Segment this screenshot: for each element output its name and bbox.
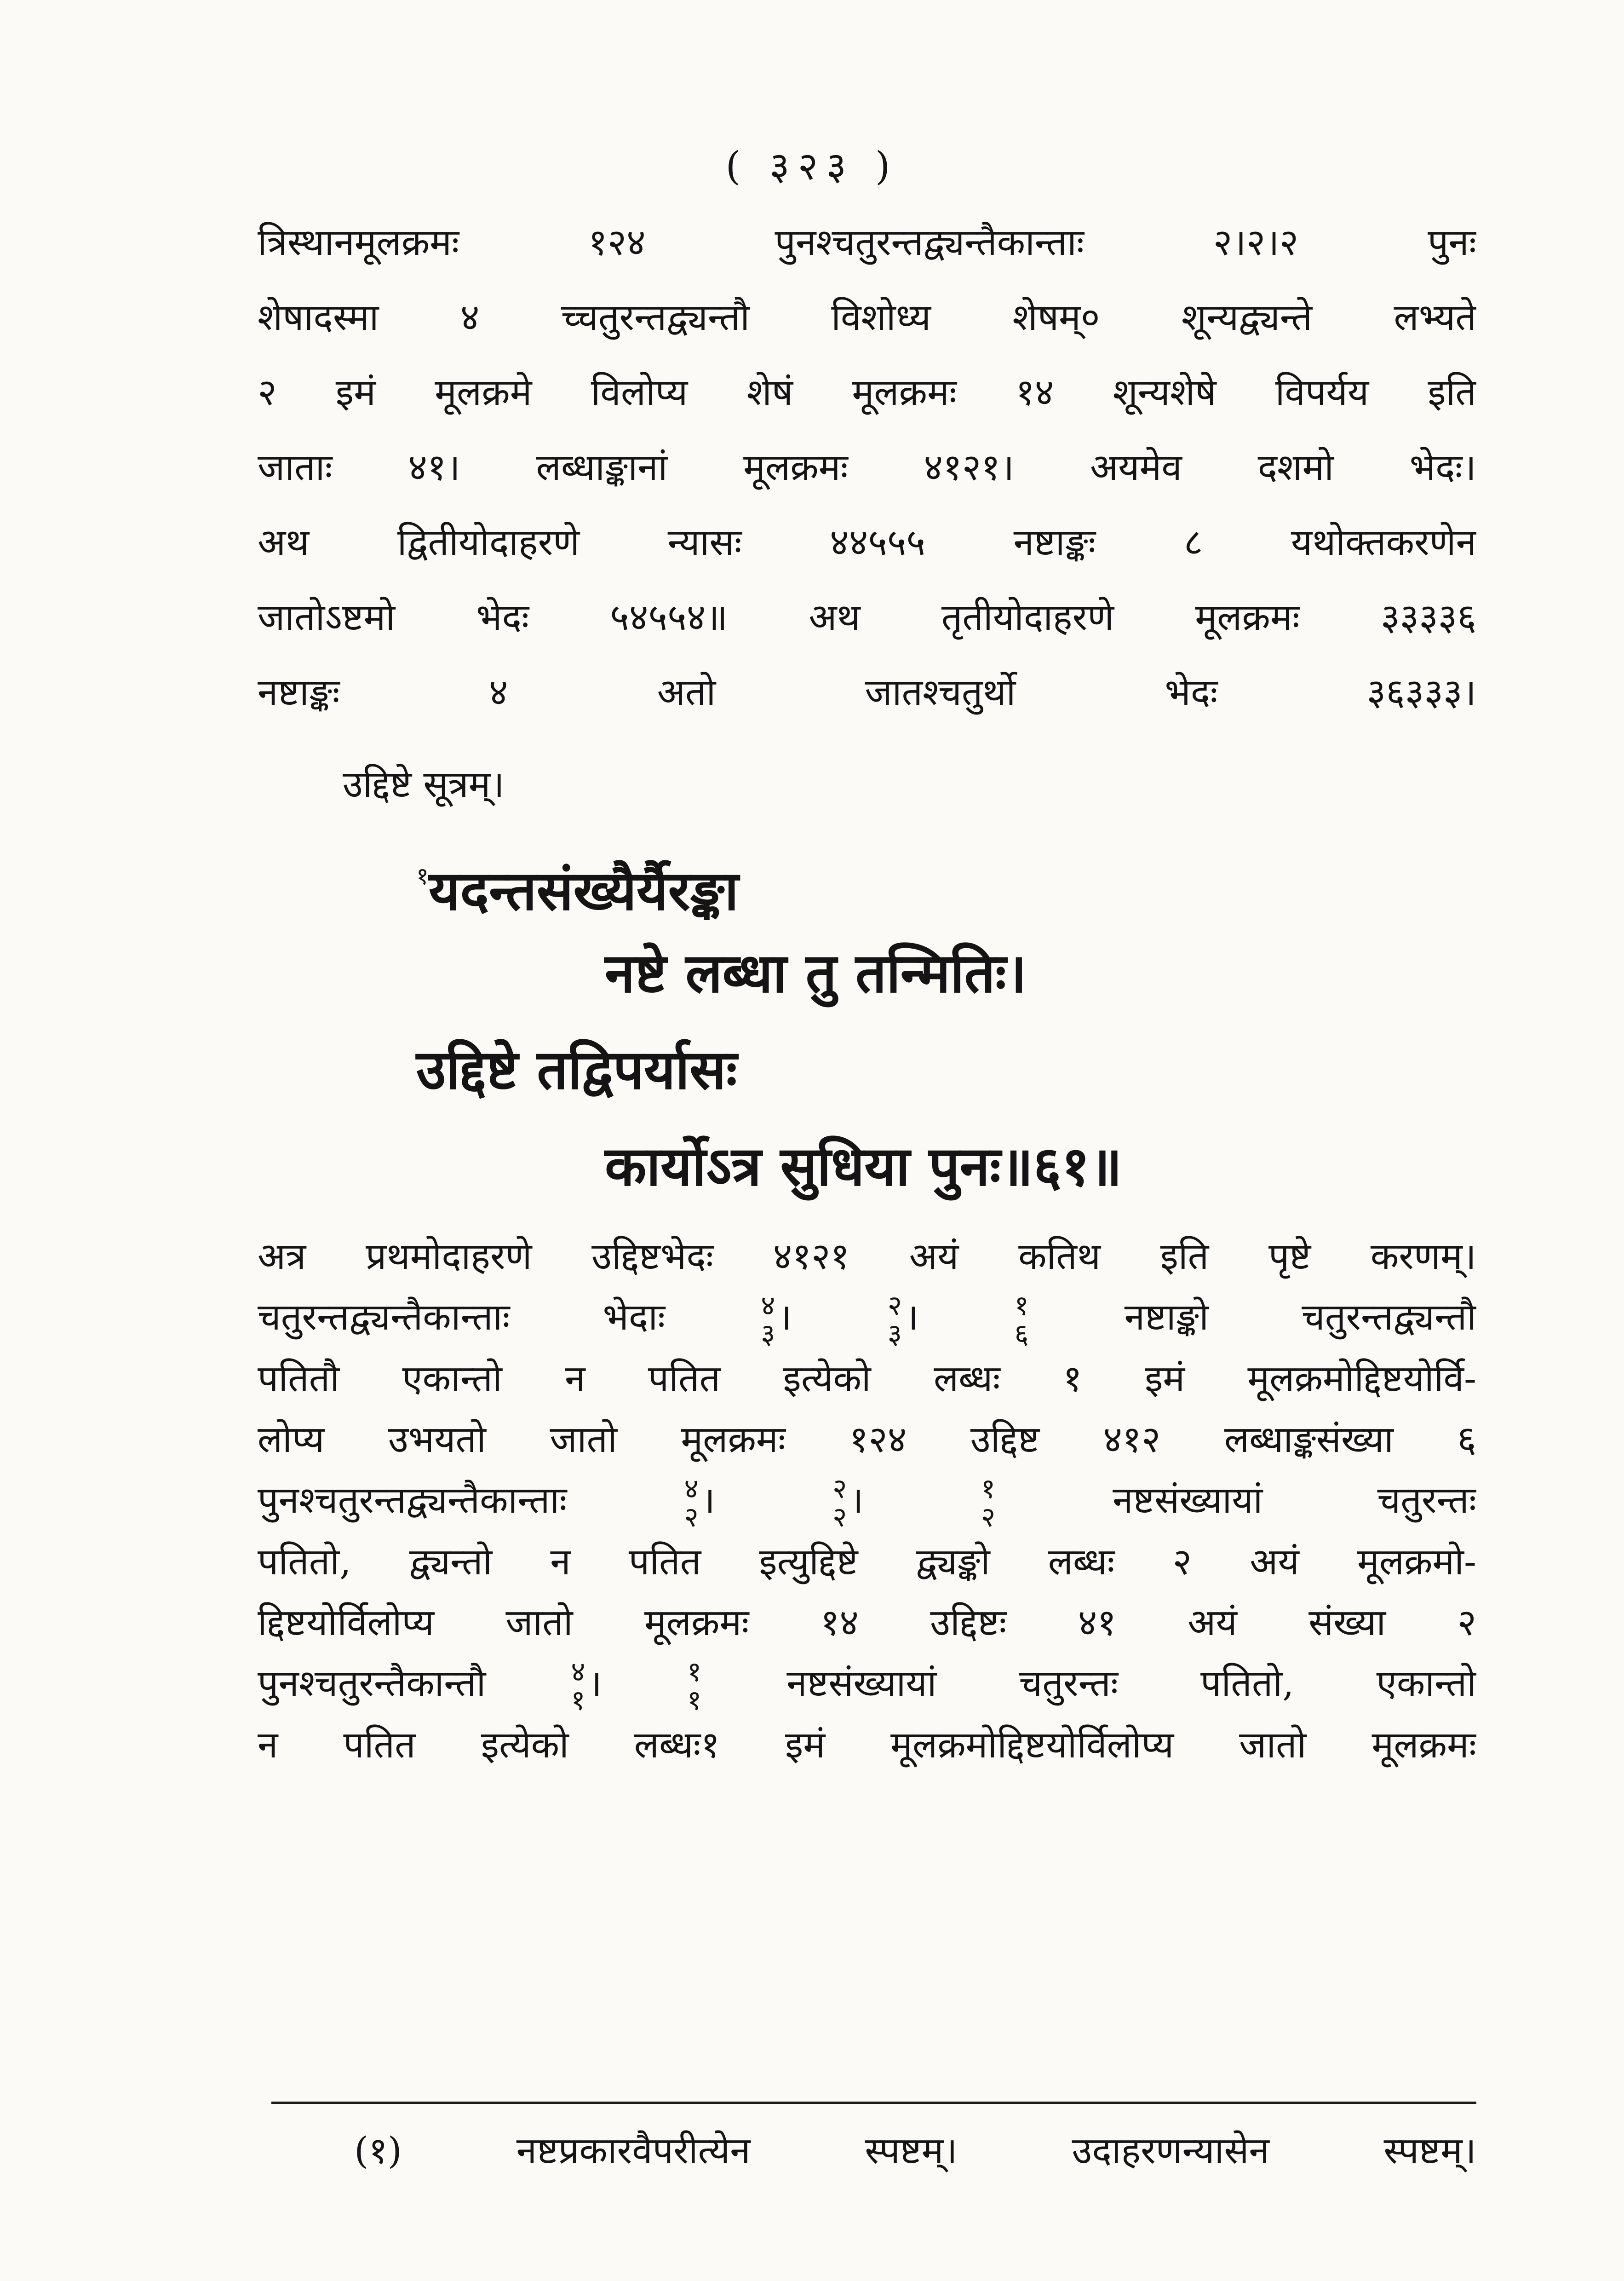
verse-line-1 xyxy=(416,837,739,930)
text-line-fractions: चतुरन्तद्व्यन्तैकान्ताः भेदाः ४ ३ । २ ३ । १ ६ नष्टाङ्को चतुरन्तद्व्यन्तौ xyxy=(258,1290,1476,1348)
text-line: न पतित इत्येको लब्धः१ इमं मूलक्रमोद्दिष्टयोर्विलोप्य जातो मूलक्रमः xyxy=(258,1723,1476,1766)
text-line-fractions: पुनश्चतुरन्तैकान्तौ ४ १ । १ १ नष्टसंख्यायां चतुरन्तः पतितो, एकान्तो xyxy=(258,1656,1476,1715)
text-line: शेषादस्मा ४ च्चतुरन्तद्व्यन्तौ विशोध्य शेषम्० शून्यद्व्यन्ते लभ्यते xyxy=(258,296,1476,339)
text-line: त्रिस्थानमूलक्रमः १२४ पुनश्चतुरन्तद्व्यन्तैकान्ताः २।२।२ पुनः xyxy=(258,221,1476,264)
text-line: जातोऽष्टमो भेदः ५४५५४॥ अथ तृतीयोदाहरणे मूलक्रमः ३३३३६ xyxy=(258,596,1476,639)
line-text: पुनश्चतुरन्तैकान्तौ xyxy=(258,1662,486,1705)
line-text: चतुरन्तद्व्यन्तैकान्ताः भेदाः xyxy=(258,1296,666,1338)
footnote-marker: १ xyxy=(416,863,429,890)
text-line: द्दिष्टयोर्विलोप्य जातो मूलक्रमः १४ उद्दिष्टः ४१ अयं संख्या २ xyxy=(258,1601,1476,1644)
line-text: नष्टसंख्यायां चतुरन्तः पतितो, एकान्तो xyxy=(786,1662,1476,1705)
fraction: १ १ xyxy=(687,1656,702,1715)
verse-line-4: कार्योऽत्र सुधिया पुनः॥६१॥ xyxy=(605,1134,1122,1198)
paragraph-2 xyxy=(258,1226,1476,1775)
text-line: अत्र प्रथमोदाहरणे उद्दिष्टभेदः ४१२१ अयं कतिथ इति पृष्टे करणम्। xyxy=(258,1235,1476,1278)
text-line: जाताः ४१। लब्धाङ्कानां मूलक्रमः ४१२१। अयमेव दशमो भेदः। xyxy=(258,446,1476,489)
footnote: (१) नष्टप्रकारवैपरीत्येन स्पष्टम्। उदाहरणन्यासेन स्पष्टम्। xyxy=(354,2129,1476,2172)
verse-text: यदन्तसंख्यैर्यैरङ्का xyxy=(429,858,739,922)
text-line: नष्टाङ्कः ४ अतो जातश्चतुर्थो भेदः ३६३३३। xyxy=(258,671,1476,714)
fraction: ४ ३ xyxy=(761,1290,775,1348)
fraction: २ ३ xyxy=(887,1290,902,1348)
verse-line-2: नष्टे लब्धा तु तन्मितिः। xyxy=(605,941,1027,1005)
text-line-fractions: पुनश्चतुरन्तद्व्यन्तैकान्ताः ४ २ । २ २ । १ २ नष्टसंख्यायां चतुरन्तः xyxy=(258,1473,1476,1532)
fraction: १ २ xyxy=(981,1473,996,1532)
fraction: ४ १ xyxy=(571,1656,585,1715)
fraction: १ ६ xyxy=(1014,1290,1029,1348)
text-line: २ इमं मूलक्रमे विलोप्य शेषं मूलक्रमः १४ शून्यशेषे विपर्यय इति xyxy=(258,371,1476,414)
text-line: पतितो, द्व्यन्तो न पतित इत्युद्दिष्टे द्व्यङ्को लब्धः २ अयं मूलक्रमो- xyxy=(258,1540,1476,1583)
verse-line-3: उद्दिष्टे तद्विपर्यासः xyxy=(416,1037,737,1101)
fraction: २ २ xyxy=(832,1473,847,1532)
line-text: नष्टसंख्यायां चतुरन्तः xyxy=(1113,1479,1476,1521)
page-number: ( ३२३ ) xyxy=(725,144,899,189)
text-line: लोप्य उभयतो जातो मूलक्रमः १२४ उद्दिष्ट ४१२ लब्धाङ्कसंख्या ६ xyxy=(258,1418,1476,1461)
line-text: पुनश्चतुरन्तद्व्यन्तैकान्ताः xyxy=(258,1479,567,1521)
line-text: नष्टाङ्को चतुरन्तद्व्यन्तौ xyxy=(1124,1296,1476,1338)
fraction: ४ २ xyxy=(684,1473,699,1532)
text-line: अथ द्वितीयोदाहरणे न्यासः ४४५५५ नष्टाङ्कः ८ यथोक्तकरणेन xyxy=(258,521,1476,564)
text-line: पतितौ एकान्तो न पतित इत्येको लब्धः १ इमं मूलक्रमोद्दिष्टयोर्वि- xyxy=(258,1357,1476,1400)
footnote-divider xyxy=(271,2102,1476,2104)
paragraph-1 xyxy=(258,205,1476,730)
sutra-heading: उद्दिष्टे सूत्रम्। xyxy=(343,763,505,806)
